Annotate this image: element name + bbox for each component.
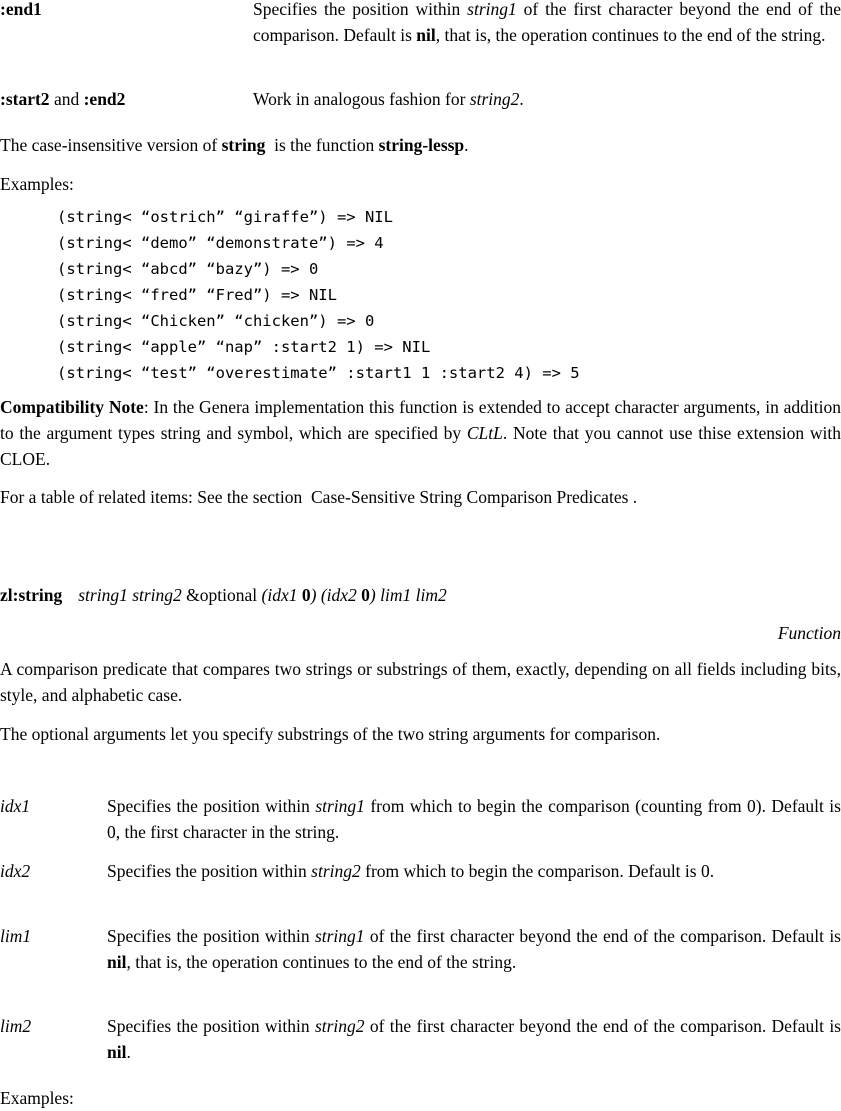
arg-desc: Specifies the position within string2 of the first character beyond the end of the comparison. Default is nil.: [107, 1016, 841, 1062]
examples-label: Examples:: [0, 174, 74, 194]
compatibility-note: Compatibility Note: In the Genera implementation this function is extended to accept character arguments, in addition to the argument types string and symbol, which are specified by CLtL. Note that you cannot use thise extension with CLOE.: [0, 397, 841, 469]
code-line: (string< “ostrich” “giraffe”) => NIL: [57, 208, 393, 226]
arg-desc: Specifies the position within string2 from which to begin the comparison. Default is 0.: [107, 861, 715, 881]
arg-term: lim1: [0, 926, 32, 946]
code-line: (string< “abcd” “bazy”) => 0: [57, 260, 319, 278]
description-1: A comparison predicate that compares two strings or substrings of them, exactly, depending on all fields including bits, style, and alphabetic case.: [0, 659, 841, 705]
arg-desc: Specifies the position within string1 of the first character beyond the end of the comparison. Default is nil, that is, the operation continues to the end of the string.: [253, 0, 841, 45]
function-name: zl:string: [0, 585, 63, 605]
arg-term: lim2: [0, 1016, 32, 1036]
arg-desc: Specifies the position within string1 of the first character beyond the end of the comparison. Default is nil, that is, the operation continues to the end of the string.: [107, 926, 841, 972]
arg-desc: Work in analogous fashion for string2.: [253, 89, 524, 109]
examples-label: Examples:: [0, 1088, 74, 1108]
code-line: (string< “demo” “demonstrate”) => 4: [57, 234, 384, 252]
code-line: (string< “apple” “nap” :start2 1) => NIL: [57, 338, 431, 356]
code-line: (string< “test” “overestimate” :start1 1 :start2 4) => 5: [57, 364, 580, 382]
code-line: (string< “Chicken” “chicken”) => 0: [57, 312, 375, 330]
related-items-link[interactable]: For a table of related items: See the section Case-Sensitive String Comparison Predicates .: [0, 487, 638, 507]
function-signature: zl:string string1 string2 &optional (idx1 0) (idx2 0) lim1 lim2: [0, 585, 447, 605]
arg-desc: Specifies the position within string1 from which to begin the comparison (counting from 0). Default is 0, the first character in the string.: [107, 796, 841, 842]
case-insensitive-note: The case-insensitive version of string is the function string-lessp.: [0, 135, 469, 155]
function-kind: Function: [777, 623, 841, 643]
code-line: (string< “fred” “Fred”) => NIL: [57, 286, 337, 304]
arg-term: :end1: [0, 0, 42, 19]
arg-term: idx1: [0, 796, 31, 816]
description-2: The optional arguments let you specify substrings of the two string arguments for comparison.: [0, 724, 661, 744]
arg-term: :start2 and :end2: [0, 89, 126, 109]
arg-term: idx2: [0, 861, 31, 881]
